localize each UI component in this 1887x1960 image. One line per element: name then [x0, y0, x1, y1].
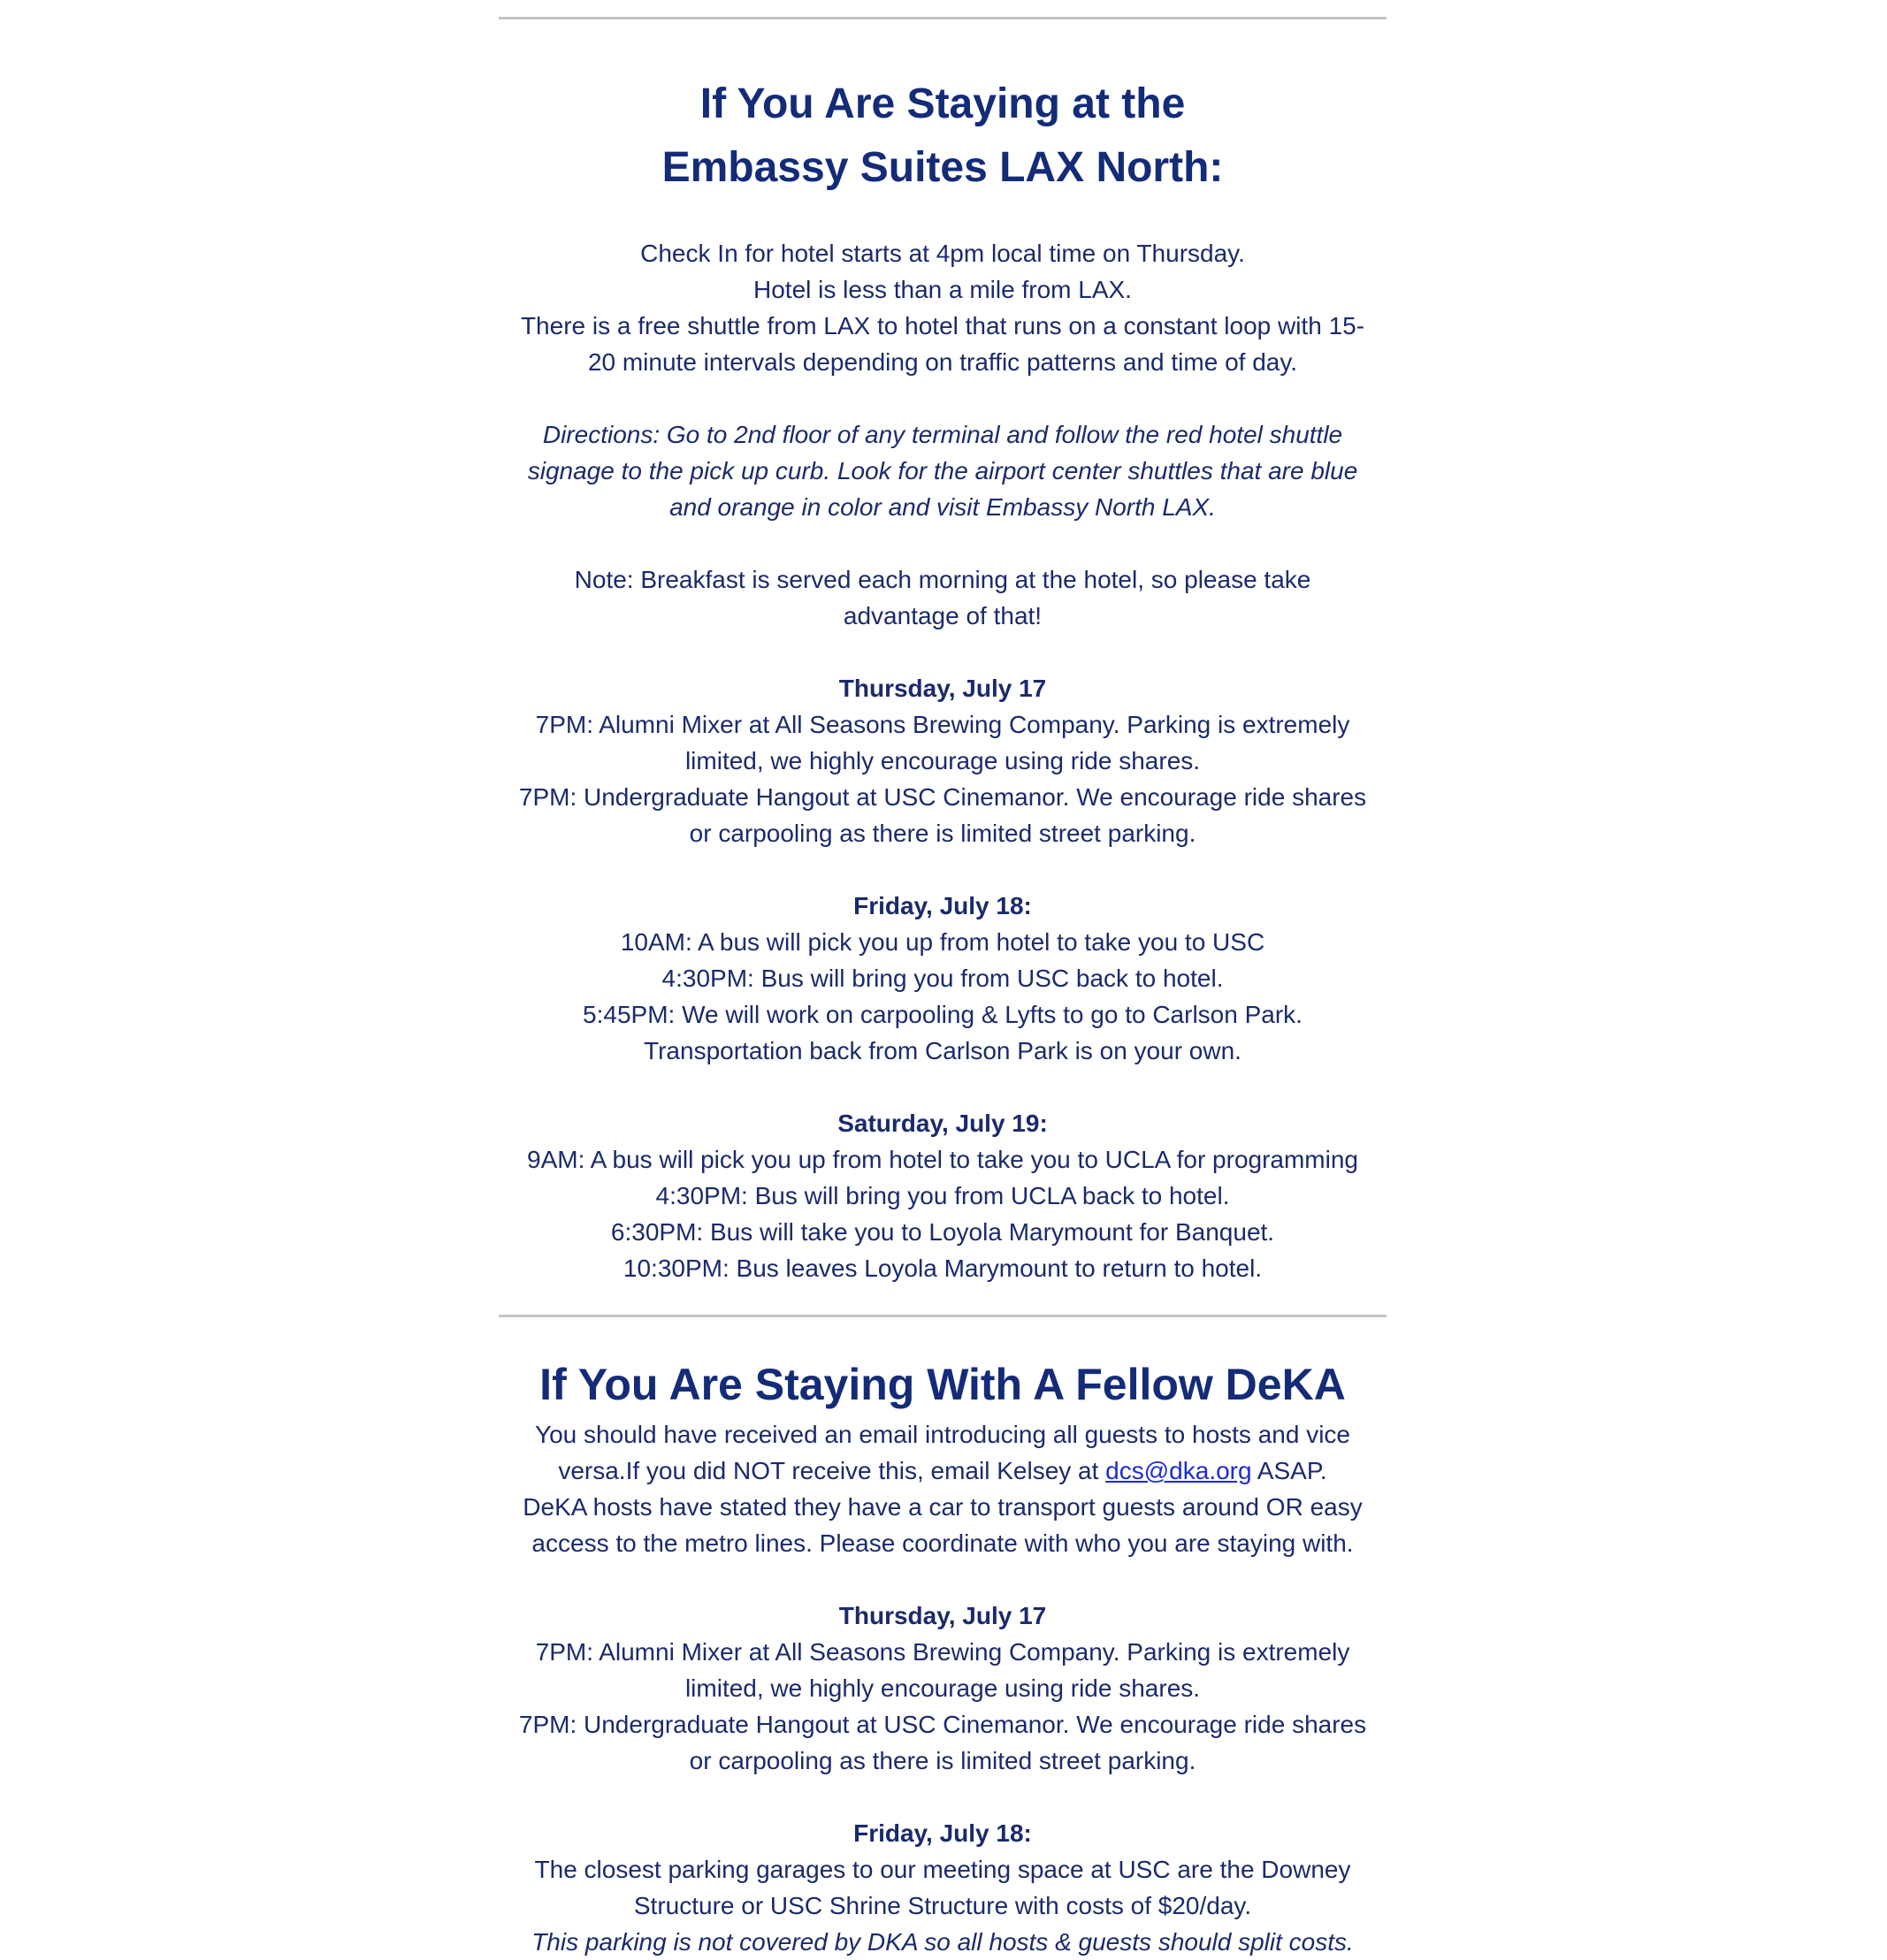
hotel-intro-line: 20 minute intervals depending on traffic patterns and time of day. [587, 348, 1298, 376]
note-line: advantage of that! [843, 602, 1043, 629]
day-heading: Friday, July 18: [853, 1819, 1032, 1847]
hotel-friday-schedule [499, 888, 1387, 1069]
host-intro [499, 1416, 1387, 1561]
schedule-line: 7PM: Alumni Mixer at All Seasons Brewing Company. Parking is extremely [535, 711, 1350, 738]
hotel-directions [499, 416, 1387, 525]
schedule-line: 4:30PM: Bus will bring you from UCLA back to hotel. [655, 1182, 1230, 1209]
schedule-line: 7PM: Undergraduate Hangout at USC Cinemanor. We encourage ride shares [518, 1711, 1367, 1738]
hotel-saturday-schedule [499, 1105, 1387, 1286]
schedule-line: 10:30PM: Bus leaves Loyola Marymount to return to hotel. [623, 1255, 1263, 1282]
schedule-line: 10AM: A bus will pick you up from hotel to take you to USC [620, 928, 1265, 956]
host-intro-line: DeKA hosts have stated they have a car to transport guests around OR easy [523, 1493, 1363, 1521]
schedule-line: or carpooling as there is limited street parking. [689, 820, 1196, 847]
host-intro-line: access to the metro lines. Please coordinate with who you are staying with. [531, 1529, 1354, 1557]
schedule-line: Structure or USC Shrine Structure with costs of $20/day. [633, 1892, 1252, 1919]
host-section-title: If You Are Staying With A Fellow DeKA [539, 1360, 1346, 1409]
hotel-title-line1: If You Are Staying at the [699, 80, 1186, 127]
schedule-line: 7PM: Alumni Mixer at All Seasons Brewing Company. Parking is extremely [535, 1638, 1350, 1666]
hotel-intro-line: Hotel is less than a mile from LAX. [753, 276, 1132, 303]
schedule-line: limited, we highly encourage using ride shares. [684, 747, 1201, 774]
document-column [499, 0, 1387, 1960]
host-intro-line [499, 1453, 1387, 1489]
schedule-line: 6:30PM: Bus will take you to Loyola Marymount for Banquet. [610, 1218, 1275, 1246]
schedule-line: 9AM: A bus will pick you up from hotel to take you to UCLA for programming [527, 1146, 1358, 1173]
note-line: Note: Breakfast is served each morning at the hotel, so please take [574, 566, 1311, 593]
host-section [499, 1353, 1387, 1960]
schedule-line: 7PM: Undergraduate Hangout at USC Cinemanor. We encourage ride shares [518, 783, 1367, 811]
schedule-line: The closest parking garages to our meeting space at USC are the Downey [534, 1856, 1351, 1883]
directions-line: and orange in color and visit Embassy North LAX. [669, 493, 1216, 521]
hotel-intro-line: There is a free shuttle from LAX to hotel that runs on a constant loop with 15- [520, 312, 1365, 339]
top-divider [499, 17, 1387, 19]
schedule-line: or carpooling as there is limited street parking. [689, 1747, 1196, 1774]
hotel-thursday-schedule [499, 670, 1387, 851]
hotel-section [499, 72, 1387, 1286]
schedule-line: 4:30PM: Bus will bring you from USC back to hotel. [661, 965, 1224, 992]
parking-cost-note: This parking is not covered by DKA so all hosts & guests should split costs. [531, 1928, 1354, 1956]
hotel-note [499, 561, 1387, 634]
hotel-intro-line: Check In for hotel starts at 4pm local time on Thursday. [640, 240, 1245, 267]
directions-line: signage to the pick up curb. Look for the airport center shuttles that are blue [527, 457, 1358, 484]
schedule-line: Transportation back from Carlson Park is on your own. [644, 1037, 1241, 1064]
host-intro-text: ASAP. [1251, 1457, 1327, 1484]
section-divider [499, 1315, 1387, 1317]
day-heading: Friday, July 18: [853, 892, 1032, 919]
day-heading: Saturday, July 19: [837, 1110, 1048, 1137]
email-link[interactable]: dcs@dka.org [1105, 1457, 1252, 1484]
schedule-line: 5:45PM: We will work on carpooling & Lyfts to go to Carlson Park. [583, 1001, 1303, 1028]
schedule-line: limited, we highly encourage using ride shares. [684, 1674, 1201, 1702]
hotel-section-title [499, 72, 1387, 200]
host-intro-line: You should have received an email introducing all guests to hosts and vice [535, 1421, 1350, 1448]
day-heading: Thursday, July 17 [838, 675, 1047, 702]
day-heading: Thursday, July 17 [838, 1602, 1047, 1629]
host-friday-schedule [499, 1815, 1387, 1960]
directions-line: Directions: Go to 2nd floor of any terminal and follow the red hotel shuttle [542, 421, 1343, 448]
hotel-title-line2: Embassy Suites LAX North: [661, 144, 1224, 191]
host-intro-text: versa.If you did NOT receive this, email Kelsey at [558, 1457, 1106, 1484]
hotel-intro [499, 235, 1387, 380]
host-thursday-schedule [499, 1598, 1387, 1779]
